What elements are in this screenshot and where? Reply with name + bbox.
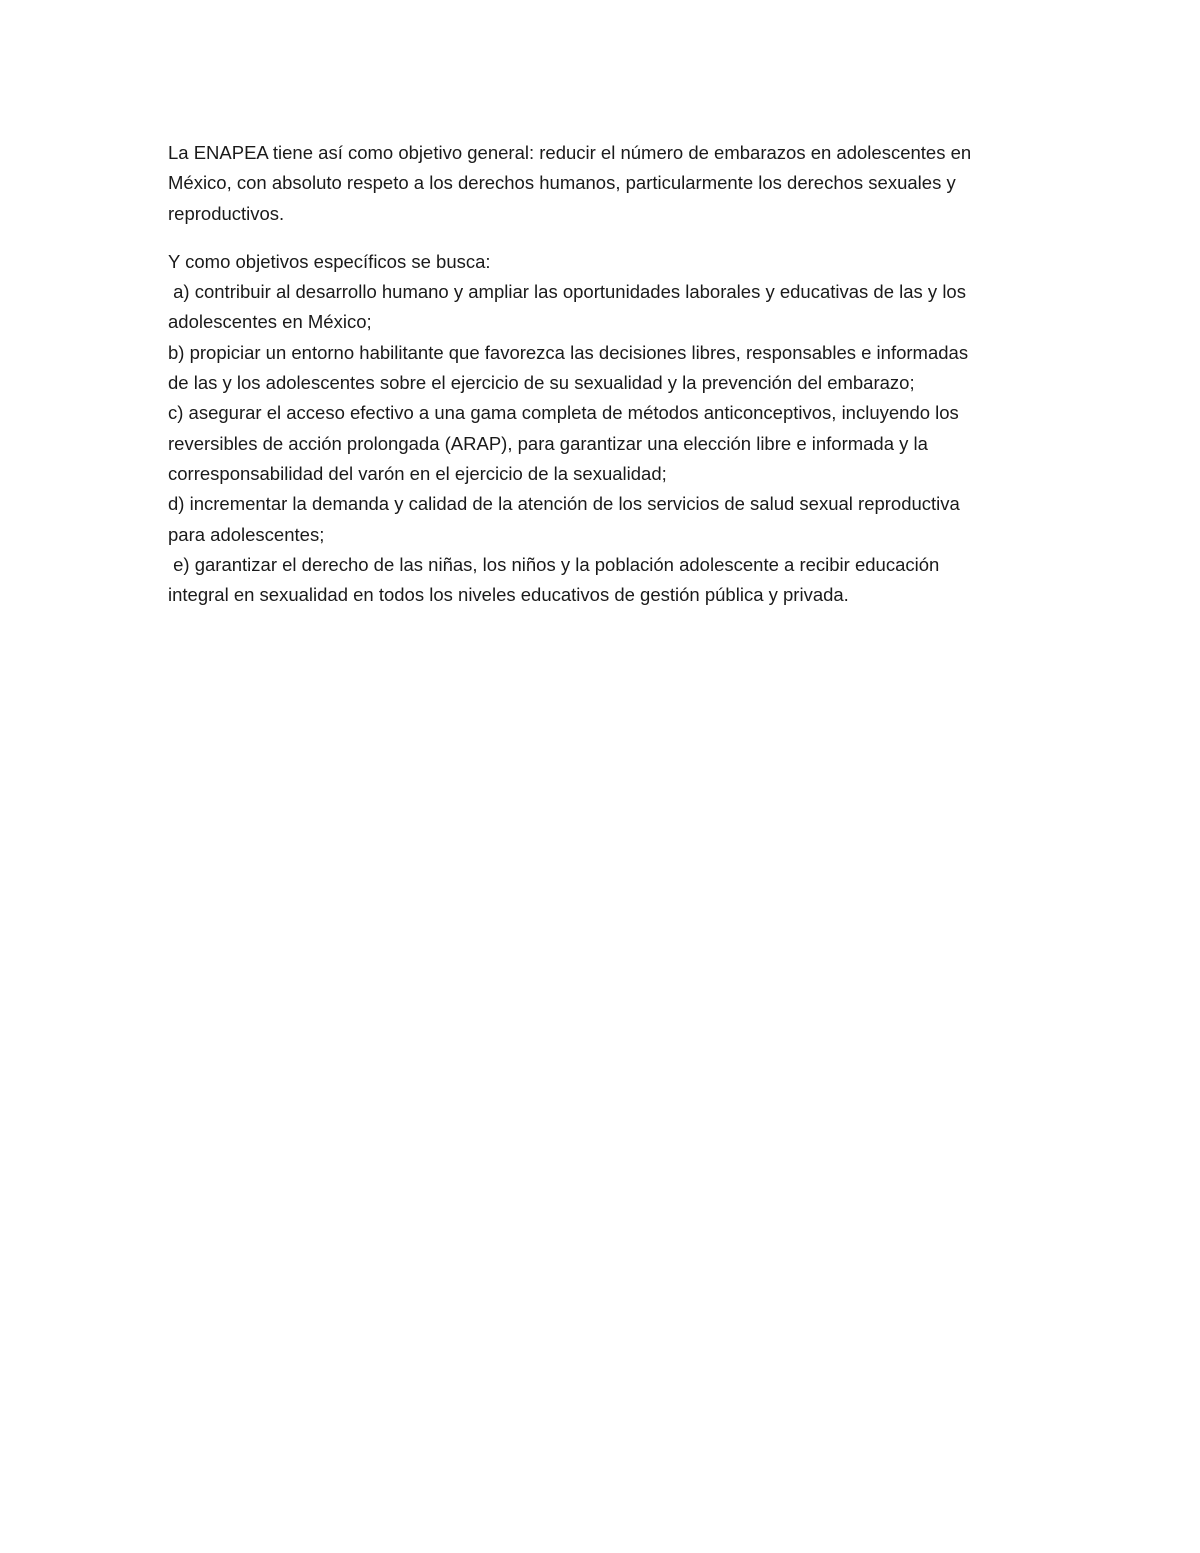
objectives-heading: Y como objetivos específicos se busca: — [168, 250, 491, 272]
text-line: La ENAPEA tiene así como objetivo general: reducir el número de embarazos en adolescentes en — [168, 142, 972, 163]
objective-c-line: c) asegurar el acceso efectivo a una gama completa de métodos anticonceptivos, incluyendo los — [168, 402, 959, 424]
objective-c-line: reversibles de acción prolongada (ARAP), para garantizar una elección libre e informada y la — [168, 432, 928, 454]
objective-d-line: para adolescentes; — [168, 523, 325, 545]
text-line: México, con absoluto respeto a los derechos humanos, particularmente los derechos sexuales y — [168, 172, 956, 194]
text-line: reproductivos. — [168, 202, 285, 224]
paragraph-spacer — [168, 229, 1028, 247]
objective-a-line: adolescentes en México; — [168, 311, 372, 333]
objective-d-line: d) incrementar la demanda y calidad de la atención de los servicios de salud sexual reproductiva — [168, 493, 960, 515]
objective-c-line: corresponsabilidad del varón en el ejercicio de la sexualidad; — [168, 462, 667, 484]
objective-a-line: a) contribuir al desarrollo humano y ampliar las oportunidades laborales y educativas de las y los — [168, 281, 966, 303]
objective-b-line: de las y los adolescentes sobre el ejercicio de su sexualidad y la prevención del embarazo; — [168, 372, 915, 394]
general-objective-paragraph — [168, 138, 1028, 229]
document-body — [168, 138, 1028, 610]
objective-e-line: integral en sexualidad en todos los niveles educativos de gestión pública y privada. — [168, 584, 849, 606]
specific-objectives-paragraph — [168, 247, 1028, 611]
objective-e-line: e) garantizar el derecho de las niñas, los niños y la población adolescente a recibir educación — [168, 553, 940, 575]
objective-b-line: b) propiciar un entorno habilitante que favorezca las decisiones libres, responsables e informadas — [168, 341, 969, 363]
